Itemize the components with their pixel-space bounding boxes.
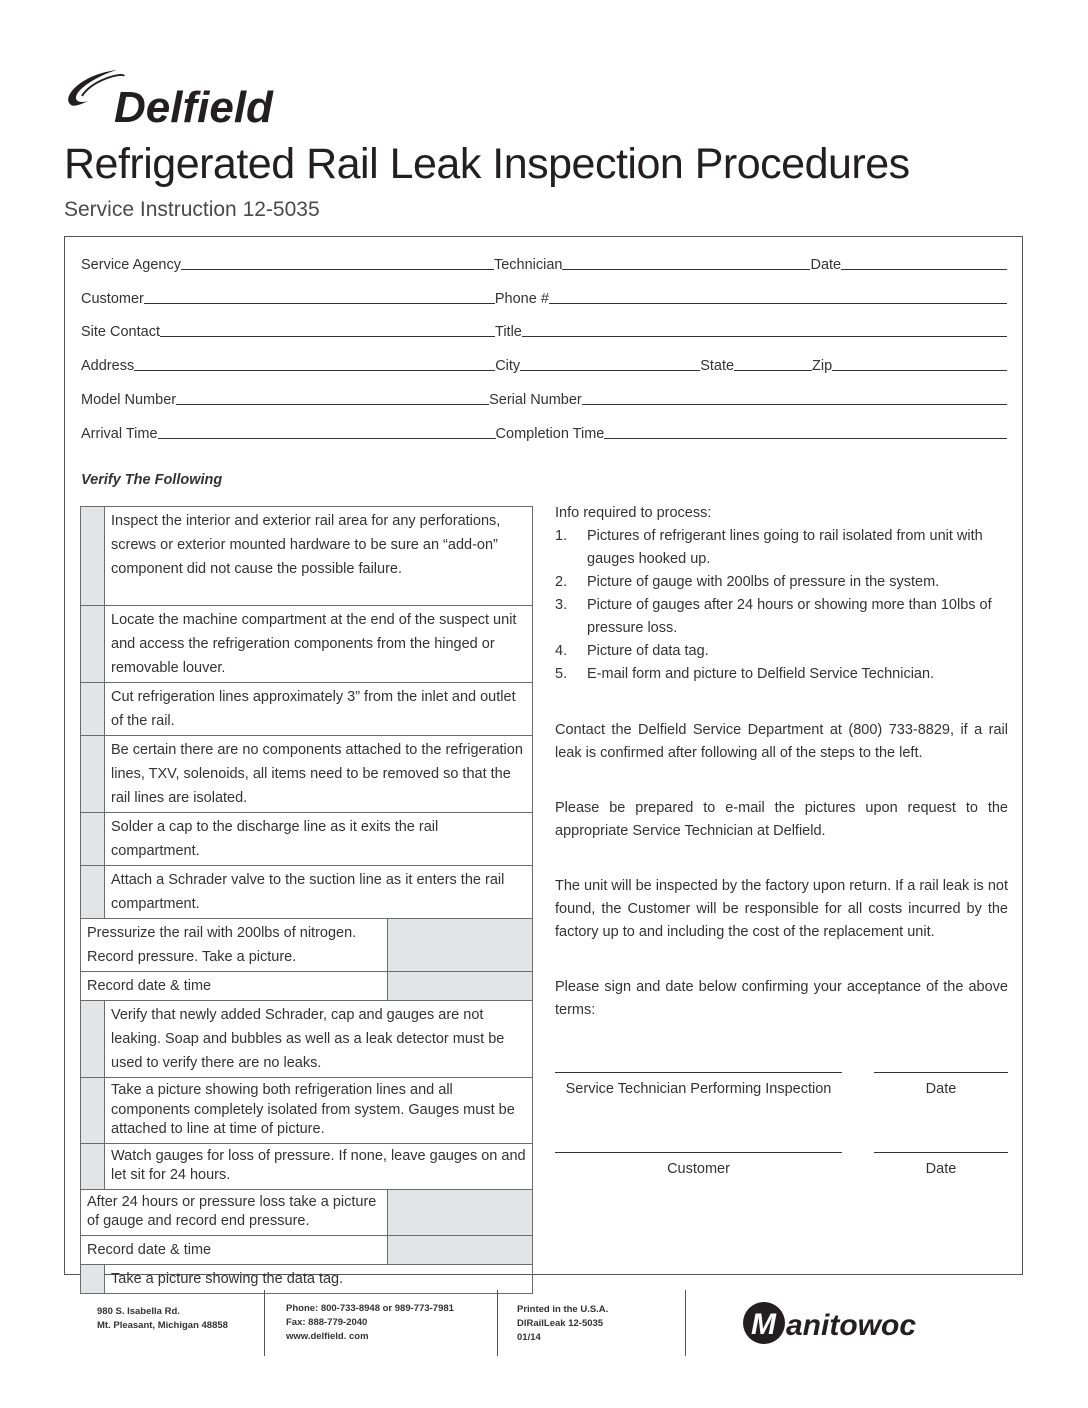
table-row — [81, 1001, 533, 1078]
step-text: Locate the machine compartment at the end of the suspect unit and access the refrigeration components from the hinged or removable louver. — [105, 606, 533, 683]
table-row — [81, 919, 533, 972]
step-checkbox[interactable] — [81, 866, 105, 919]
footer-divider — [497, 1290, 498, 1356]
step-checkbox[interactable] — [81, 683, 105, 736]
service-agency-label: Service Agency — [81, 257, 181, 273]
list-item: 3. Picture of gauges after 24 hours or showing more than 10lbs of pressure loss. — [555, 597, 992, 636]
step-text: Pressurize the rail with 200lbs of nitrogen. Record pressure. Take a picture. — [81, 919, 388, 972]
table-row — [81, 736, 533, 813]
prepared-paragraph: Please be prepared to e-mail the pictures upon request to the appropriate Service Technician at Delfield. — [555, 800, 1008, 839]
page-title: Refrigerated Rail Leak Inspection Procedures — [64, 140, 910, 188]
table-row — [81, 1189, 533, 1235]
inspected-paragraph: The unit will be inspected by the factory upon return. If a rail leak is not found, the Customer will be responsible for all costs incurred by the factory up to and including the cost of the replacement unit. — [555, 878, 1008, 940]
page-subtitle: Service Instruction 12-5035 — [64, 198, 320, 221]
service-agency-field[interactable] — [181, 253, 494, 270]
table-row — [81, 1143, 533, 1189]
technician-field[interactable] — [562, 253, 810, 270]
end-pressure-field[interactable] — [388, 1189, 533, 1235]
step-checkbox[interactable] — [81, 813, 105, 866]
manitowoc-logo — [742, 1298, 942, 1348]
step-checkbox[interactable] — [81, 736, 105, 813]
tech-date-label: Date — [925, 1081, 957, 1097]
serial-number-field[interactable] — [582, 388, 1007, 405]
table-row — [81, 813, 533, 866]
serial-number-label: Serial Number — [489, 392, 582, 408]
completion-time-label: Completion Time — [495, 426, 605, 442]
step-checkbox[interactable] — [81, 507, 105, 606]
table-row — [81, 606, 533, 683]
table-row — [81, 866, 533, 919]
info-section — [555, 502, 1008, 686]
delfield-wordmark: Delfield — [114, 83, 273, 130]
step-checkbox[interactable] — [81, 1143, 105, 1189]
table-row — [81, 1235, 533, 1264]
step-text: Record date & time — [81, 1235, 388, 1264]
step-text: Take a picture showing the data tag. — [105, 1264, 533, 1293]
technician-label: Technician — [493, 257, 563, 273]
step-text: Cut refrigeration lines approximately 3” from the inlet and outlet of the rail. — [105, 683, 533, 736]
customer-field[interactable] — [144, 287, 495, 304]
date-field[interactable] — [841, 253, 1007, 270]
table-row — [81, 507, 533, 606]
step-text: Verify that newly added Schrader, cap and gauges are not leaking. Soap and bubbles as well as a leak detector must be used to verify there are no leaks. — [105, 1001, 533, 1078]
form-row-4 — [81, 352, 1007, 374]
state-label: State — [700, 358, 735, 374]
completion-time-field[interactable] — [604, 422, 1007, 439]
step-text: Inspect the interior and exterior rail area for any perforations, screws or exterior mounted hardware to be sure an “add-on” component did not cause the possible failure. — [105, 507, 533, 606]
date-label: Date — [810, 257, 842, 273]
step-checkbox[interactable] — [81, 606, 105, 683]
city-label: City — [495, 358, 521, 374]
phone-field[interactable] — [549, 287, 1007, 304]
site-contact-label: Site Contact — [81, 324, 160, 340]
table-row — [81, 1078, 533, 1144]
model-number-field[interactable] — [176, 388, 489, 405]
arrival-time-field[interactable] — [158, 422, 496, 439]
sign-paragraph: Please sign and date below confirming your acceptance of the above terms: — [555, 979, 1008, 1018]
step-text: Watch gauges for loss of pressure. If none, leave gauges on and let sit for 24 hours. — [105, 1143, 533, 1189]
list-item: 1. Pictures of refrigerant lines going to rail isolated from unit with gauges hooked up. — [555, 528, 983, 567]
site-contact-field[interactable] — [160, 320, 495, 337]
customer-date-label: Date — [925, 1161, 957, 1177]
step-text: Record date & time — [81, 972, 388, 1001]
info-heading: Info required to process: — [555, 505, 712, 521]
form-row-6 — [81, 420, 1007, 442]
footer-address: 980 S. Isabella Rd. Mt. Pleasant, Michigan 48858 — [97, 1306, 228, 1331]
footer-contact: Phone: 800-733-8948 or 989-773-7981 Fax: 888-779-2040 www.delfield. com — [286, 1303, 454, 1342]
table-row — [81, 1264, 533, 1293]
step-text: Solder a cap to the discharge line as it exits the rail compartment. — [105, 813, 533, 866]
step-checkbox[interactable] — [81, 1264, 105, 1293]
list-item: 2. Picture of gauge with 200lbs of pressure in the system. — [555, 574, 940, 590]
form-row-3 — [81, 318, 1007, 340]
zip-label: Zip — [812, 358, 833, 374]
list-item: 4. Picture of data tag. — [555, 643, 709, 659]
step-text: Be certain there are no components attached to the refrigeration lines, TXV, solenoids, all items need to be removed so that the rail lines are isolated. — [105, 736, 533, 813]
step-text: Take a picture showing both refrigeration lines and all components completely isolated from system. Gauges must be attached to line at time of picture. — [105, 1078, 533, 1144]
arrival-time-label: Arrival Time — [81, 426, 158, 442]
footer-print-info: Printed in the U.S.A. DlRailLeak 12-5035 01/14 — [517, 1304, 609, 1343]
record-date-time-field-2[interactable] — [388, 1235, 533, 1264]
customer-signature-line[interactable] — [555, 1152, 842, 1153]
tech-date-line[interactable] — [874, 1072, 1008, 1073]
table-row — [81, 683, 533, 736]
step-text: Attach a Schrader valve to the suction line as it enters the rail compartment. — [105, 866, 533, 919]
steps-table — [80, 506, 533, 1294]
model-number-label: Model Number — [81, 392, 177, 408]
city-field[interactable] — [520, 354, 700, 371]
delfield-logo — [62, 66, 312, 130]
phone-label: Phone # — [494, 291, 549, 307]
record-date-time-field[interactable] — [388, 972, 533, 1001]
customer-date-line[interactable] — [874, 1152, 1008, 1153]
form-row-1 — [81, 251, 1007, 273]
step-text: After 24 hours or pressure loss take a picture of gauge and record end pressure. — [81, 1189, 388, 1235]
form-row-2 — [81, 285, 1007, 307]
list-item: 5. E-mail form and picture to Delfield Service Technician. — [555, 666, 935, 682]
tech-signature-line[interactable] — [555, 1072, 842, 1073]
address-field[interactable] — [134, 354, 495, 371]
state-field[interactable] — [734, 354, 812, 371]
step-checkbox[interactable] — [81, 1001, 105, 1078]
title-field[interactable] — [522, 320, 1007, 337]
info-list — [555, 525, 1008, 686]
svg-text:M: M — [751, 1308, 776, 1341]
customer-label: Customer — [81, 291, 144, 307]
svg-text:anitowoc: anitowoc — [786, 1309, 917, 1342]
title-label: Title — [495, 324, 522, 340]
tech-signature-label: Service Technician Performing Inspection — [565, 1081, 832, 1097]
form-row-5 — [81, 386, 1007, 408]
footer-divider — [264, 1290, 265, 1356]
contact-paragraph: Contact the Delfield Service Department at (800) 733-8829, if a rail leak is confirmed after following all of the steps to the left. — [555, 722, 1008, 761]
step-checkbox[interactable] — [81, 1078, 105, 1144]
zip-field[interactable] — [832, 354, 1007, 371]
footer-divider — [685, 1290, 686, 1356]
address-label: Address — [81, 358, 135, 374]
record-pressure-field[interactable] — [388, 919, 533, 972]
table-row — [81, 972, 533, 1001]
customer-signature-label: Customer — [667, 1161, 730, 1177]
verify-heading: Verify The Following — [81, 472, 223, 488]
